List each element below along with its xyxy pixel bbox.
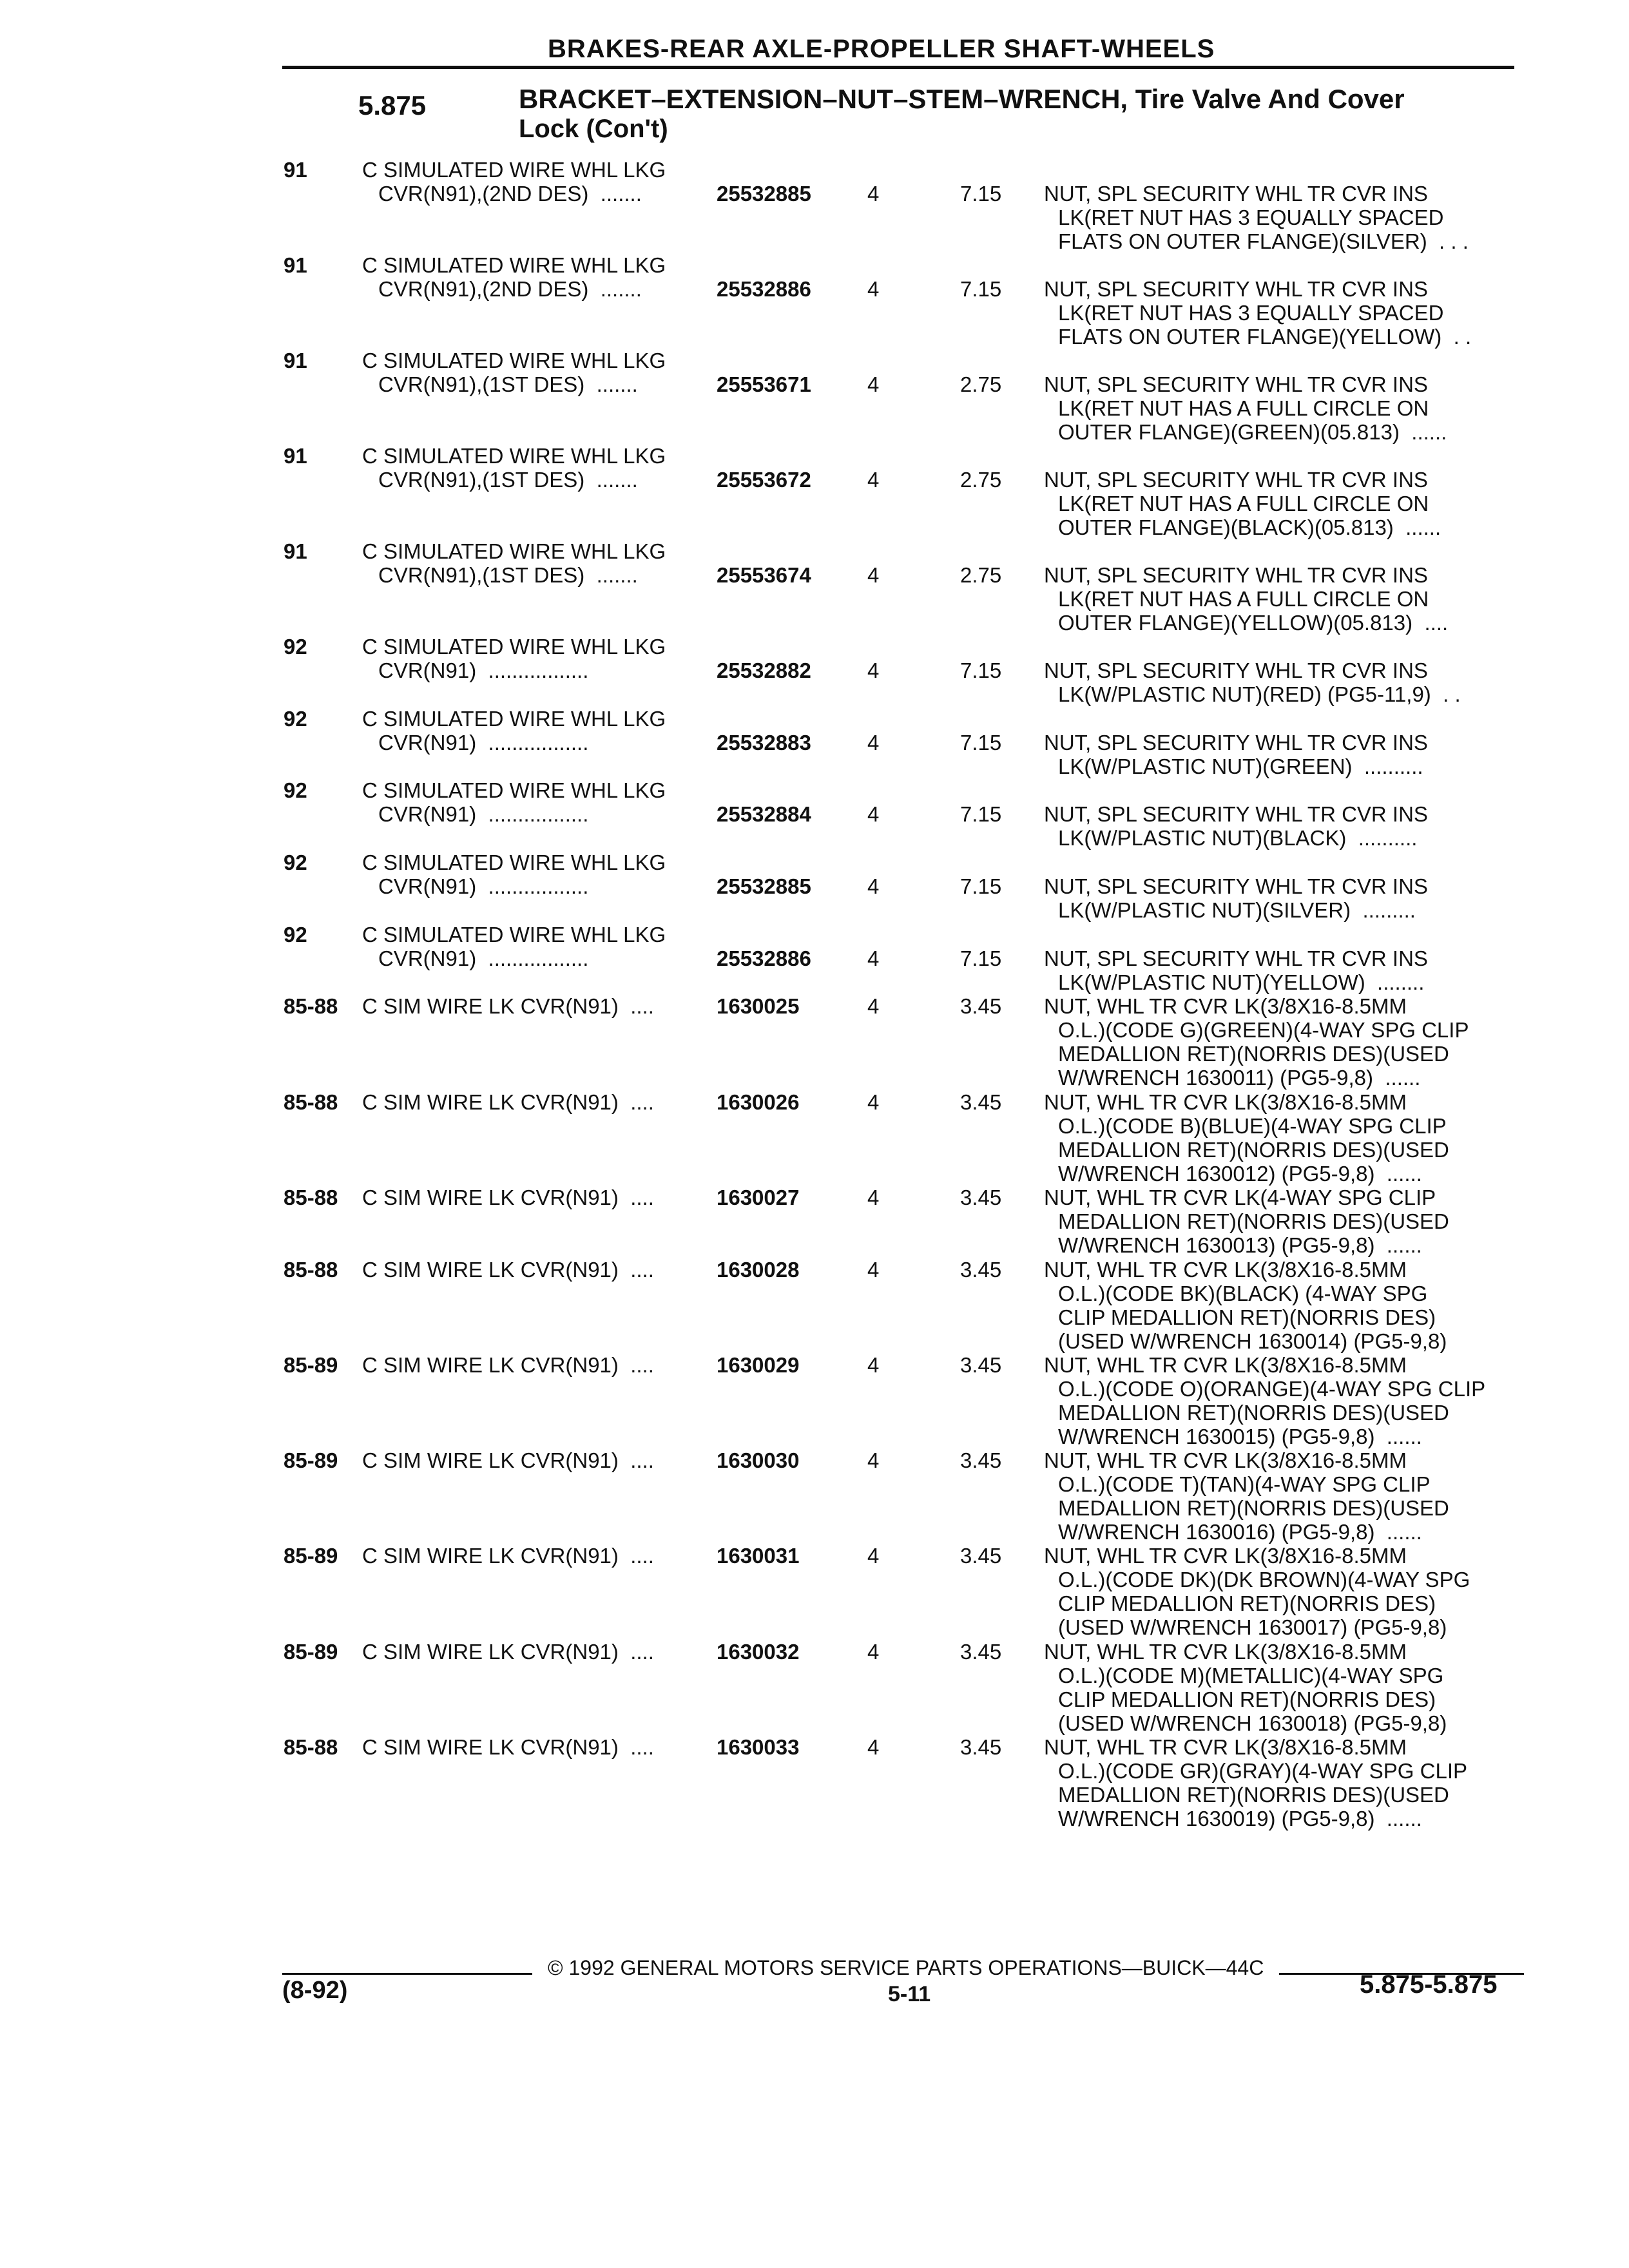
related-nut-description: NUT, SPL SECURITY WHL TR CVR INS bbox=[1044, 182, 1428, 206]
model-year: 92 bbox=[284, 923, 307, 947]
related-nut-description: MEDALLION RET)(NORRIS DES)(USED bbox=[1058, 1042, 1449, 1066]
part-description: C SIMULATED WIRE WHL LKG bbox=[362, 778, 666, 802]
price: 7.15 bbox=[960, 731, 1002, 754]
section-title: BRACKET–EXTENSION–NUT–STEM–WRENCH, Tire Valve And Cover bbox=[519, 84, 1405, 114]
footer-page-number: 5-11 bbox=[888, 1982, 931, 2006]
part-description: C SIMULATED WIRE WHL LKG bbox=[362, 635, 666, 658]
part-number: 1630028 bbox=[717, 1258, 800, 1282]
related-nut-description: NUT, SPL SECURITY WHL TR CVR INS bbox=[1044, 468, 1428, 492]
related-nut-description: LK(W/PLASTIC NUT)(BLACK) .......... bbox=[1058, 826, 1418, 850]
price: 7.15 bbox=[960, 658, 1002, 682]
related-nut-description: O.L.)(CODE BK)(BLACK) (4-WAY SPG bbox=[1058, 1282, 1428, 1305]
price: 7.15 bbox=[960, 182, 1002, 206]
related-nut-description: O.L.)(CODE DK)(DK BROWN)(4-WAY SPG bbox=[1058, 1568, 1470, 1591]
part-number: 25553671 bbox=[717, 372, 811, 396]
part-description: C SIMULATED WIRE WHL LKG bbox=[362, 158, 666, 182]
quantity: 4 bbox=[867, 1258, 880, 1282]
related-nut-description: NUT, SPL SECURITY WHL TR CVR INS bbox=[1044, 658, 1428, 682]
part-description: C SIMULATED WIRE WHL LKG bbox=[362, 923, 666, 947]
quantity: 4 bbox=[867, 468, 880, 492]
related-nut-description: MEDALLION RET)(NORRIS DES)(USED bbox=[1058, 1209, 1449, 1233]
part-number: 25532886 bbox=[717, 277, 811, 301]
part-number: 1630026 bbox=[717, 1090, 800, 1114]
footer-rule-left bbox=[282, 1973, 532, 1975]
related-nut-description: W/WRENCH 1630016) (PG5-9,8) ...... bbox=[1058, 1520, 1422, 1544]
part-description: CVR(N91) ................. bbox=[378, 731, 589, 754]
related-nut-description: LK(RET NUT HAS A FULL CIRCLE ON bbox=[1058, 396, 1429, 420]
quantity: 4 bbox=[867, 1640, 880, 1664]
related-nut-description: LK(W/PLASTIC NUT)(GREEN) .......... bbox=[1058, 754, 1423, 778]
related-nut-description: NUT, SPL SECURITY WHL TR CVR INS bbox=[1044, 802, 1428, 826]
model-year: 85-89 bbox=[284, 1640, 338, 1664]
related-nut-description: FLATS ON OUTER FLANGE)(YELLOW) . . bbox=[1058, 325, 1472, 349]
quantity: 4 bbox=[867, 1186, 880, 1209]
related-nut-description: OUTER FLANGE)(YELLOW)(05.813) .... bbox=[1058, 611, 1449, 635]
part-description: C SIM WIRE LK CVR(N91) .... bbox=[362, 1640, 654, 1664]
part-number: 1630030 bbox=[717, 1448, 800, 1472]
model-year: 91 bbox=[284, 253, 307, 277]
model-year: 92 bbox=[284, 707, 307, 731]
section-number: 5.875 bbox=[358, 90, 427, 120]
quantity: 4 bbox=[867, 731, 880, 754]
part-description: CVR(N91) ................. bbox=[378, 658, 589, 682]
related-nut-description: (USED W/WRENCH 1630014) (PG5-9,8) bbox=[1058, 1329, 1447, 1353]
model-year: 85-88 bbox=[284, 1090, 338, 1114]
price: 3.45 bbox=[960, 1640, 1002, 1664]
related-nut-description: OUTER FLANGE)(BLACK)(05.813) ...... bbox=[1058, 515, 1441, 539]
related-nut-description: NUT, WHL TR CVR LK(3/8X16-8.5MM bbox=[1044, 1448, 1407, 1472]
part-number: 1630031 bbox=[717, 1544, 800, 1568]
related-nut-description: W/WRENCH 1630011) (PG5-9,8) ...... bbox=[1058, 1066, 1421, 1090]
part-description: C SIM WIRE LK CVR(N91) .... bbox=[362, 1735, 654, 1759]
quantity: 4 bbox=[867, 1090, 880, 1114]
part-number: 25532885 bbox=[717, 182, 811, 206]
related-nut-description: MEDALLION RET)(NORRIS DES)(USED bbox=[1058, 1138, 1449, 1162]
related-nut-description: NUT, WHL TR CVR LK(3/8X16-8.5MM bbox=[1044, 1090, 1407, 1114]
related-nut-description: LK(RET NUT HAS 3 EQUALLY SPACED bbox=[1058, 301, 1444, 325]
related-nut-description: (USED W/WRENCH 1630017) (PG5-9,8) bbox=[1058, 1615, 1447, 1639]
price: 7.15 bbox=[960, 947, 1002, 970]
footer-date-code: (8-92) bbox=[282, 1977, 348, 2004]
related-nut-description: FLATS ON OUTER FLANGE)(SILVER) . . . bbox=[1058, 229, 1469, 253]
related-nut-description: LK(RET NUT HAS A FULL CIRCLE ON bbox=[1058, 492, 1429, 515]
part-description: C SIM WIRE LK CVR(N91) .... bbox=[362, 1258, 654, 1282]
part-number: 25532882 bbox=[717, 658, 811, 682]
part-description: C SIMULATED WIRE WHL LKG bbox=[362, 539, 666, 563]
model-year: 91 bbox=[284, 444, 307, 468]
part-description: C SIMULATED WIRE WHL LKG bbox=[362, 707, 666, 731]
part-number: 1630025 bbox=[717, 994, 800, 1018]
price: 3.45 bbox=[960, 994, 1002, 1018]
quantity: 4 bbox=[867, 277, 880, 301]
part-description: C SIM WIRE LK CVR(N91) .... bbox=[362, 1090, 654, 1114]
related-nut-description: NUT, WHL TR CVR LK(3/8X16-8.5MM bbox=[1044, 1258, 1407, 1282]
model-year: 92 bbox=[284, 778, 307, 802]
price: 3.45 bbox=[960, 1448, 1002, 1472]
part-number: 1630027 bbox=[717, 1186, 800, 1209]
model-year: 85-89 bbox=[284, 1448, 338, 1472]
part-description: CVR(N91),(1ST DES) ....... bbox=[378, 468, 638, 492]
model-year: 91 bbox=[284, 539, 307, 563]
model-year: 91 bbox=[284, 158, 307, 182]
part-number: 25553674 bbox=[717, 563, 811, 587]
related-nut-description: (USED W/WRENCH 1630018) (PG5-9,8) bbox=[1058, 1711, 1447, 1735]
footer-copyright: © 1992 GENERAL MOTORS SERVICE PARTS OPERATIONS—BUICK—44C bbox=[548, 1956, 1264, 1979]
header-rule bbox=[282, 66, 1514, 69]
part-number: 1630033 bbox=[717, 1735, 800, 1759]
related-nut-description: LK(W/PLASTIC NUT)(SILVER) ......... bbox=[1058, 898, 1416, 922]
part-number: 1630032 bbox=[717, 1640, 800, 1664]
quantity: 4 bbox=[867, 182, 880, 206]
related-nut-description: NUT, SPL SECURITY WHL TR CVR INS bbox=[1044, 563, 1428, 587]
related-nut-description: LK(W/PLASTIC NUT)(YELLOW) ........ bbox=[1058, 970, 1425, 994]
part-description: C SIM WIRE LK CVR(N91) .... bbox=[362, 1448, 654, 1472]
part-number: 25532886 bbox=[717, 947, 811, 970]
quantity: 4 bbox=[867, 1544, 880, 1568]
part-description: CVR(N91),(2ND DES) ....... bbox=[378, 182, 642, 206]
price: 7.15 bbox=[960, 874, 1002, 898]
price: 2.75 bbox=[960, 468, 1002, 492]
quantity: 4 bbox=[867, 658, 880, 682]
related-nut-description: W/WRENCH 1630013) (PG5-9,8) ...... bbox=[1058, 1233, 1422, 1257]
price: 7.15 bbox=[960, 802, 1002, 826]
related-nut-description: NUT, WHL TR CVR LK(4-WAY SPG CLIP bbox=[1044, 1186, 1436, 1209]
part-description: C SIM WIRE LK CVR(N91) .... bbox=[362, 1353, 654, 1377]
model-year: 85-88 bbox=[284, 1186, 338, 1209]
part-number: 25553672 bbox=[717, 468, 811, 492]
related-nut-description: O.L.)(CODE G)(GREEN)(4-WAY SPG CLIP bbox=[1058, 1018, 1469, 1042]
quantity: 4 bbox=[867, 372, 880, 396]
related-nut-description: NUT, WHL TR CVR LK(3/8X16-8.5MM bbox=[1044, 994, 1407, 1018]
related-nut-description: CLIP MEDALLION RET)(NORRIS DES) bbox=[1058, 1305, 1436, 1329]
related-nut-description: CLIP MEDALLION RET)(NORRIS DES) bbox=[1058, 1591, 1436, 1615]
part-description: C SIMULATED WIRE WHL LKG bbox=[362, 253, 666, 277]
price: 7.15 bbox=[960, 277, 1002, 301]
price: 3.45 bbox=[960, 1544, 1002, 1568]
price: 3.45 bbox=[960, 1735, 1002, 1759]
part-description: C SIM WIRE LK CVR(N91) .... bbox=[362, 994, 654, 1018]
model-year: 85-89 bbox=[284, 1544, 338, 1568]
part-description: C SIMULATED WIRE WHL LKG bbox=[362, 850, 666, 874]
quantity: 4 bbox=[867, 947, 880, 970]
quantity: 4 bbox=[867, 994, 880, 1018]
related-nut-description: O.L.)(CODE GR)(GRAY)(4-WAY SPG CLIP bbox=[1058, 1759, 1468, 1783]
related-nut-description: LK(W/PLASTIC NUT)(RED) (PG5-11,9) . . bbox=[1058, 682, 1461, 706]
model-year: 85-88 bbox=[284, 1735, 338, 1759]
model-year: 92 bbox=[284, 850, 307, 874]
part-description: CVR(N91),(1ST DES) ....... bbox=[378, 563, 638, 587]
related-nut-description: NUT, SPL SECURITY WHL TR CVR INS bbox=[1044, 372, 1428, 396]
part-description: CVR(N91),(1ST DES) ....... bbox=[378, 372, 638, 396]
related-nut-description: OUTER FLANGE)(GREEN)(05.813) ...... bbox=[1058, 420, 1447, 444]
price: 2.75 bbox=[960, 372, 1002, 396]
related-nut-description: MEDALLION RET)(NORRIS DES)(USED bbox=[1058, 1496, 1449, 1520]
footer-section-range: 5.875-5.875 bbox=[1360, 1970, 1498, 1999]
price: 3.45 bbox=[960, 1090, 1002, 1114]
quantity: 4 bbox=[867, 1353, 880, 1377]
related-nut-description: NUT, SPL SECURITY WHL TR CVR INS bbox=[1044, 277, 1428, 301]
part-number: 1630029 bbox=[717, 1353, 800, 1377]
related-nut-description: MEDALLION RET)(NORRIS DES)(USED bbox=[1058, 1783, 1449, 1807]
part-description: CVR(N91),(2ND DES) ....... bbox=[378, 277, 642, 301]
model-year: 92 bbox=[284, 635, 307, 658]
related-nut-description: O.L.)(CODE T)(TAN)(4-WAY SPG CLIP bbox=[1058, 1472, 1431, 1496]
price: 3.45 bbox=[960, 1353, 1002, 1377]
related-nut-description: NUT, WHL TR CVR LK(3/8X16-8.5MM bbox=[1044, 1353, 1407, 1377]
part-description: C SIM WIRE LK CVR(N91) .... bbox=[362, 1544, 654, 1568]
part-number: 25532885 bbox=[717, 874, 811, 898]
part-description: C SIMULATED WIRE WHL LKG bbox=[362, 349, 666, 372]
part-description: C SIM WIRE LK CVR(N91) .... bbox=[362, 1186, 654, 1209]
related-nut-description: LK(RET NUT HAS A FULL CIRCLE ON bbox=[1058, 587, 1429, 611]
section-subtitle: Lock (Con't) bbox=[519, 115, 668, 143]
part-description: CVR(N91) ................. bbox=[378, 802, 589, 826]
model-year: 85-88 bbox=[284, 994, 338, 1018]
related-nut-description: NUT, SPL SECURITY WHL TR CVR INS bbox=[1044, 731, 1428, 754]
model-year: 91 bbox=[284, 349, 307, 372]
related-nut-description: NUT, SPL SECURITY WHL TR CVR INS bbox=[1044, 947, 1428, 970]
quantity: 4 bbox=[867, 802, 880, 826]
model-year: 85-89 bbox=[284, 1353, 338, 1377]
quantity: 4 bbox=[867, 563, 880, 587]
quantity: 4 bbox=[867, 1448, 880, 1472]
related-nut-description: O.L.)(CODE M)(METALLIC)(4-WAY SPG bbox=[1058, 1664, 1444, 1687]
related-nut-description: MEDALLION RET)(NORRIS DES)(USED bbox=[1058, 1401, 1449, 1425]
related-nut-description: O.L.)(CODE B)(BLUE)(4-WAY SPG CLIP bbox=[1058, 1114, 1447, 1138]
model-year: 85-88 bbox=[284, 1258, 338, 1282]
part-description: CVR(N91) ................. bbox=[378, 947, 589, 970]
price: 3.45 bbox=[960, 1258, 1002, 1282]
related-nut-description: LK(RET NUT HAS 3 EQUALLY SPACED bbox=[1058, 206, 1444, 229]
related-nut-description: W/WRENCH 1630019) (PG5-9,8) ...... bbox=[1058, 1807, 1422, 1831]
part-description: C SIMULATED WIRE WHL LKG bbox=[362, 444, 666, 468]
price: 3.45 bbox=[960, 1186, 1002, 1209]
page-header-title: BRAKES-REAR AXLE-PROPELLER SHAFT-WHEELS bbox=[548, 35, 1215, 63]
part-number: 25532883 bbox=[717, 731, 811, 754]
price: 2.75 bbox=[960, 563, 1002, 587]
related-nut-description: CLIP MEDALLION RET)(NORRIS DES) bbox=[1058, 1687, 1436, 1711]
related-nut-description: NUT, WHL TR CVR LK(3/8X16-8.5MM bbox=[1044, 1735, 1407, 1759]
related-nut-description: W/WRENCH 1630015) (PG5-9,8) ...... bbox=[1058, 1425, 1422, 1448]
related-nut-description: O.L.)(CODE O)(ORANGE)(4-WAY SPG CLIP bbox=[1058, 1377, 1486, 1401]
related-nut-description: NUT, WHL TR CVR LK(3/8X16-8.5MM bbox=[1044, 1544, 1407, 1568]
related-nut-description: W/WRENCH 1630012) (PG5-9,8) ...... bbox=[1058, 1162, 1422, 1186]
related-nut-description: NUT, WHL TR CVR LK(3/8X16-8.5MM bbox=[1044, 1640, 1407, 1664]
quantity: 4 bbox=[867, 1735, 880, 1759]
part-number: 25532884 bbox=[717, 802, 811, 826]
part-description: CVR(N91) ................. bbox=[378, 874, 589, 898]
related-nut-description: NUT, SPL SECURITY WHL TR CVR INS bbox=[1044, 874, 1428, 898]
quantity: 4 bbox=[867, 874, 880, 898]
